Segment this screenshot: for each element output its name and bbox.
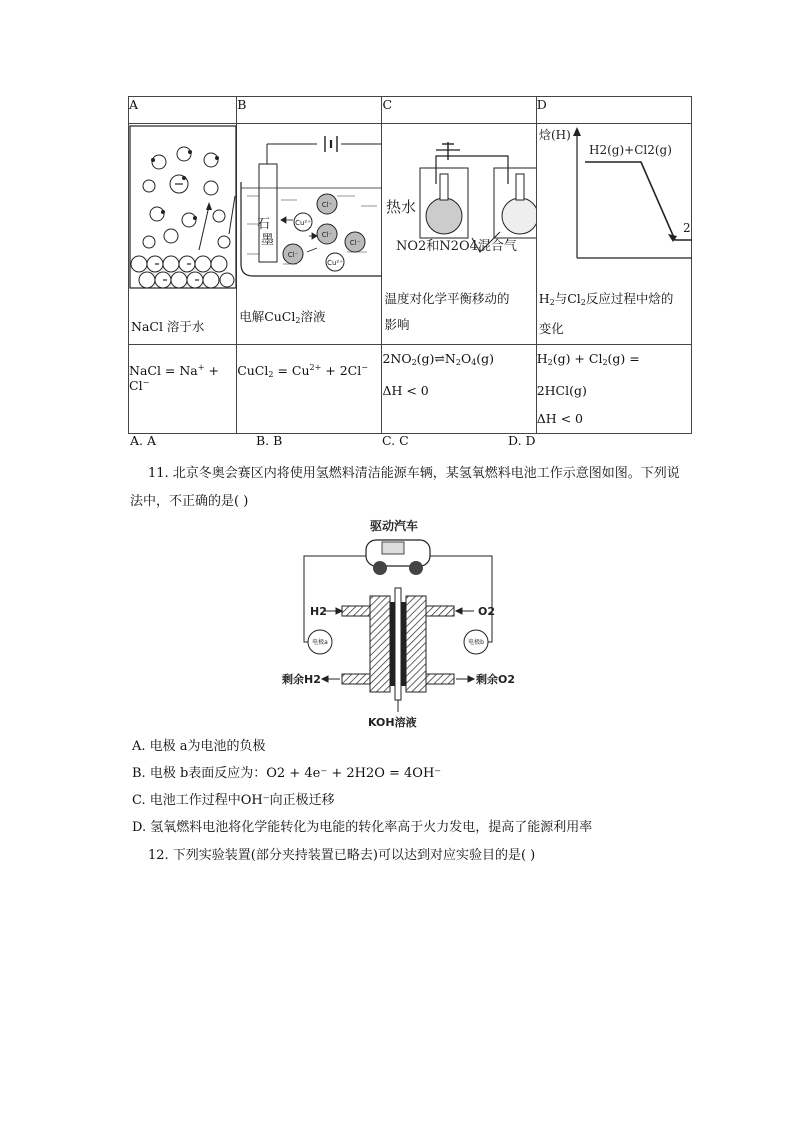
d-fig-axis: 焓(H) [538,128,571,142]
table-equation-row [129,345,692,434]
b-fig-cu-2: Cu²⁺ [327,259,344,267]
fig-electrode-a: 电极a [312,639,328,646]
caption-c [384,286,509,338]
fig-h2-in: H2 [310,605,327,618]
q11-option-c[interactable]: C. 电池工作过程中OH⁻向正极迁移 [132,793,335,808]
fig-electrode-b: 电极b [468,639,484,646]
cell-d-figure [536,124,691,345]
equilibrium-figure [382,124,536,274]
b-fig-cl-4: Cl⁻ [287,251,299,259]
cell-a-figure [129,124,237,345]
equation-d: $H_2(g) + Cl_2(g) = 2HCl(g)$ ΔH < 0 [536,345,691,434]
choice-c[interactable]: C. C [382,433,409,448]
fig-electrolyte: KOH溶液 [368,716,417,729]
d-fig-reactants: H2(g)+Cl2(g) [588,143,672,157]
q11-stem-line2: 法中，不正确的是( ) [130,494,249,509]
nacl-dissolution-figure [129,124,237,290]
header-d: D [536,97,691,124]
header-c: C [382,97,536,124]
choice-b[interactable]: B. B [256,433,283,448]
table-header-row [129,97,692,124]
electrolysis-figure [237,124,382,284]
caption-a: NaCl 溶于水 [131,319,205,334]
comparison-table [128,96,692,434]
q11-stem-line1: 11. 北京冬奥会赛区内将使用氢燃料清洁能源车辆，某氢氧燃料电池工作示意图如图。下列说 [148,466,680,481]
q12-stem: 12. 下列实验装置(部分夹持装置已略去)可以达到对应实验目的是( ) [148,848,536,863]
header-a: A [129,97,237,124]
cell-b-figure [237,124,382,345]
q11-option-a[interactable]: A. 电极 a为电池的负极 [132,739,266,754]
b-fig-cu-1: Cu²⁺ [295,219,312,227]
caption-c-line1: 温度对化学平衡移动的 [384,291,510,306]
table-figure-row [129,124,692,345]
b-fig-cl-1: Cl⁻ [321,201,333,209]
c-fig-mixture: NO2和N2O4混合气 [396,239,518,254]
caption-b: 电解CuCl$_2$溶液 [239,309,326,325]
c-fig-hot-water: 热水 [386,198,417,216]
caption-d: $H_2$与$Cl_2$反应过程中焓的 变化 [538,291,674,336]
b-fig-cl-2: Cl⁻ [321,231,333,239]
choice-a[interactable]: A. A [130,433,157,448]
b-fig-graphite-2: 墨 [261,233,275,248]
b-fig-graphite-1: 石 [257,217,271,232]
equation-a: NaCl = Na+ + Cl− [129,345,237,434]
fig-car-label: 驱动汽车 [370,519,419,533]
choice-d[interactable]: D. D [508,433,536,448]
q11-option-d[interactable]: D. 氢氧燃料电池将化学能转化为电能的转化率高于火力发电，提高了能源利用率 [132,820,593,835]
equation-b: CuCl$_2$ = $Cu^{2+} + 2Cl^-$ [237,345,382,434]
cell-c-figure [382,124,536,345]
enthalpy-figure [537,124,692,264]
d-fig-product: 2 [682,221,691,235]
b-fig-cl-3: Cl⁻ [349,239,361,247]
caption-c-line2: 影响 [384,317,410,332]
fig-h2-out: 剩余H2 [282,673,321,686]
fuel-cell-figure [280,512,520,734]
fig-o2-in: O2 [478,605,496,618]
q11-option-b[interactable]: B. 电极 b表面反应为：O2 + 4e⁻ + 2H2O = 4OH⁻ [132,766,442,781]
header-b: B [237,97,382,124]
fig-o2-out: 剩余O2 [476,673,516,686]
equation-c: $2NO_2(g)\rightleftharpoons N_2O_4(g)$ ΔH < 0 [382,345,536,434]
